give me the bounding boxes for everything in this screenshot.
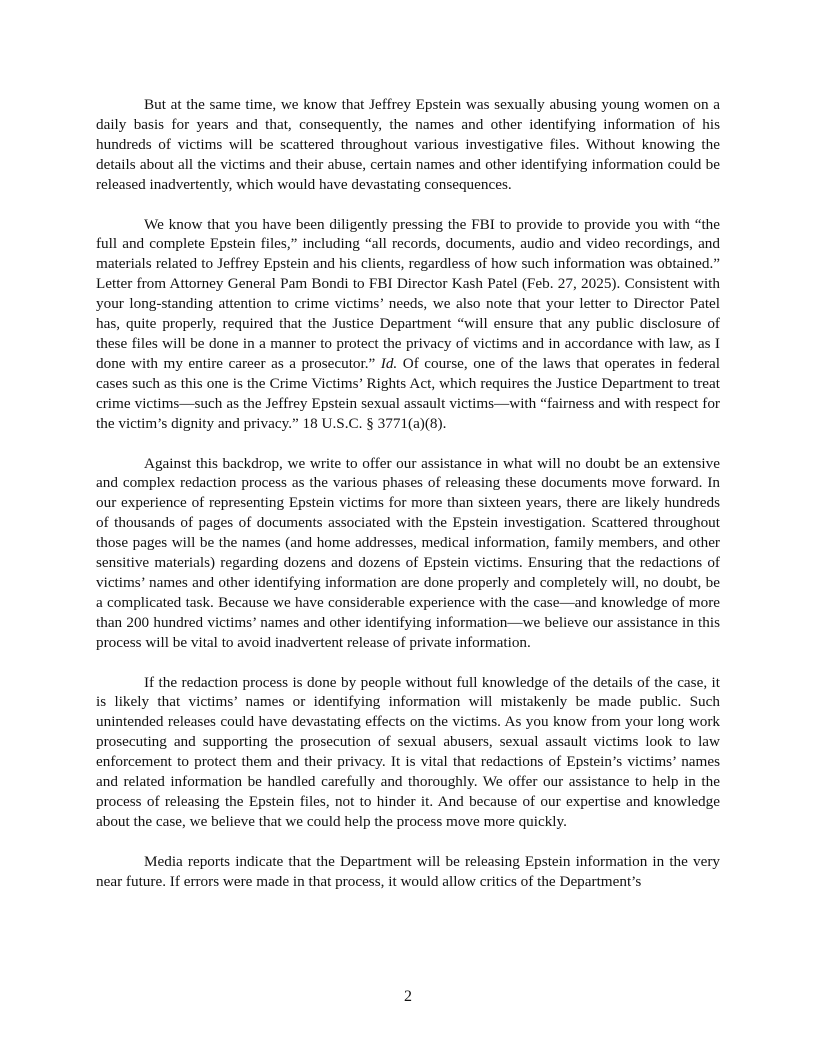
paragraph-offer-of-assistance: Against this backdrop, we write to offer our assistance in what will no doubt be an extensive and complex redaction process as the various phases of releasing these documents move forward. In our experience of representing Epstein victims for more than sixteen years, there are likely hundreds of thousands of pages of documents associated with the Epstein investigation. Scattered throughout those pages will be the names (and home addresses, medical information, family members, and other sensitive materials) regarding dozens and dozens of Epstein victims. Ensuring that the redactions of victims’ names and other identifying information are done properly and completely will, no doubt, be a complicated task. Because we have considerable experience with the case—and knowledge of more than 200 hundred victims’ names and other identifying information—we believe our assistance in this process will be vital to avoid inadvertent release of private information. <box>96 454 720 651</box>
paragraph-victim-information-risk: But at the same time, we know that Jeffrey Epstein was sexually abusing young women on a daily basis for years and that, consequently, the names and other identifying information of his hundreds of victims will be scattered throughout various investigative files. Without knowing the details about all the victims and their abuse, certain names and other identifying information could be released inadvertently, which would have devastating consequences. <box>96 96 720 193</box>
paragraph-bondi-letter-and-cvra <box>96 215 720 434</box>
id-citation: Id. <box>380 354 398 372</box>
paragraph-redaction-risks: If the redaction process is done by people without full knowledge of the details of the case, it is likely that victims’ names or identifying information will mistakenly be made public. Such unintended releases could have devastating effects on the victims. As you know from your long work prosecuting and supporting the prosecution of sexual abusers, sexual assault victims look to law enforcement to protect them and their privacy. It is vital that redactions of Epstein’s victims’ names and related information be handled carefully and thoroughly. We offer our assistance to help in the process of releasing the Epstein files, not to hinder it. And because of our expertise and knowledge about the case, we believe that we could help the process move more quickly. <box>96 673 720 830</box>
paragraph-text-before-citation: We know that you have been diligently pressing the FBI to provide to provide you with “the full and complete Epstein files,” including “all records, documents, audio and video recordings, and materials related to Jeffrey Epstein and his clients, regardless of how such information was obtained.” Letter from Attorney General Pam Bondi to FBI Director Kash Patel (Feb. 27, 2025). Consistent with your long-standing attention to crime victims’ needs, we also note that your letter to Director Patel has, quite properly, required that the Justice Department “will ensure that any public disclosure of these files will be done in a manner to protect the privacy of victims and in accordance with law, as I done with my entire career as a prosecutor.” <box>96 215 720 372</box>
paragraph-media-reports: Media reports indicate that the Department will be releasing Epstein information in the very near future. If errors were made in that process, it would allow critics of the Department’s <box>96 852 720 890</box>
paragraph-text-after-citation: Of course, one of the laws that operates in federal cases such as this one is the Crime Victims’ Rights Act, which requires the Justice Department to treat crime victims—such as the Jeffrey Epstein sexual assault victims—with “fairness and with respect for the victim’s dignity and privacy.” 18 U.S.C. § 3771(a)(8). <box>96 354 720 432</box>
page-number: 2 <box>404 988 412 1005</box>
letter-body <box>96 95 720 912</box>
